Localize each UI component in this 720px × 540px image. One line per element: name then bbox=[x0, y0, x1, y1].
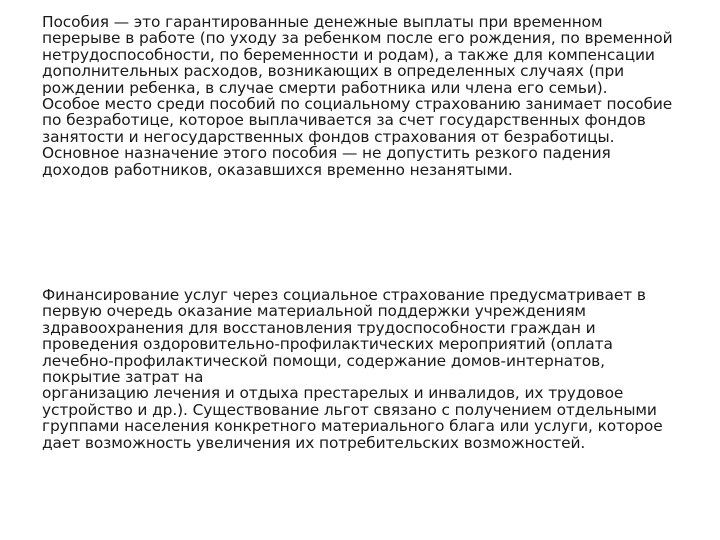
paragraph-service-financing: Финансирование услуг через социальное страхование предусматривает в первую очередь оказание материальной поддержки учреждениям здравоохранения для восстановления трудоспособности граждан и проведения оздоровительно-профилактических мероприятий (оплата лечебно-профилактической помощи, содержание домов-интернатов, покрытие затрат на bbox=[42, 286, 646, 387]
paragraph-benefits-existence: организацию лечения и отдыха престарелых и инвалидов, их трудовое устройство и др.). Существование льгот связано с получением отдельными группами населения конкретного материального блага или услуги, которое дает возможность увеличения их потребительских возможностей. bbox=[42, 384, 663, 452]
paragraph-benefit-purpose: Основное назначение этого пособия — не допустить резкого падения доходов работников, оказавшихся временно незанятыми. bbox=[42, 144, 611, 179]
paragraph-benefits-definition: Пособия — это гарантированные денежные выплаты при временном перерыве в работе (по уходу за ребенком после его рождения, по временной нетрудоспособности, по беременности и родам), а также для компенсации дополнительных расходов, возникающих в определенных случаях (при рождении ребенка, в случае смерти работника или члена его семьи). bbox=[42, 13, 673, 97]
text-block-top bbox=[42, 14, 682, 178]
text-block-bottom bbox=[42, 287, 682, 451]
paragraph-unemployment-benefit: Особое место среди пособий по социальному страхованию занимает пособие по безработице, которое выплачивается за счет государственных фондов занятости и негосударственных фондов страхования от безработицы. bbox=[42, 95, 673, 146]
